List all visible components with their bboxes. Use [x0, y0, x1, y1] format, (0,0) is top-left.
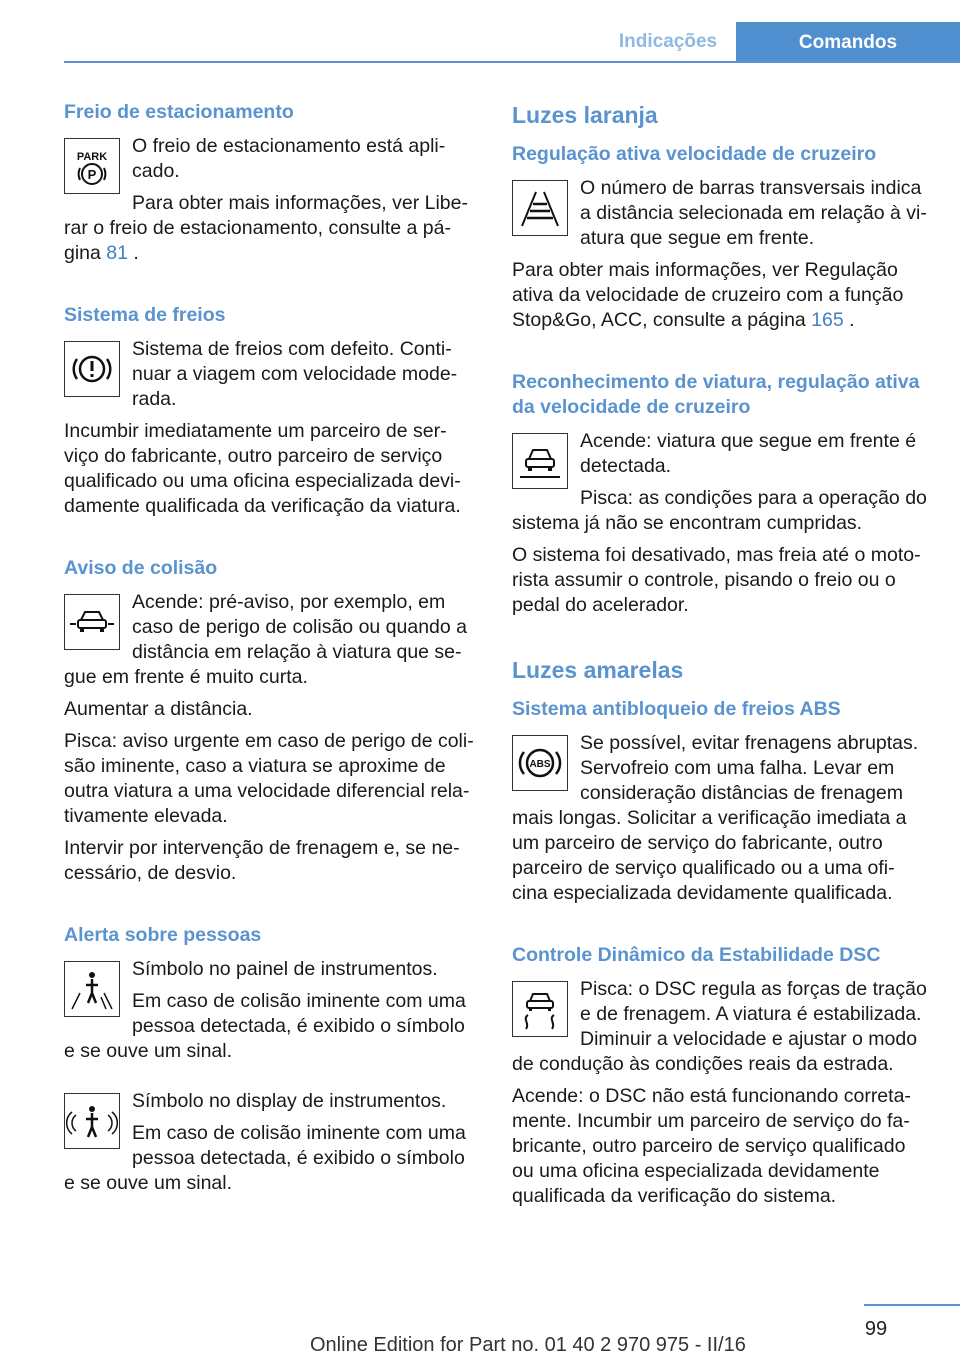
header-rule [64, 61, 960, 63]
text: Para obter mais informações, ver Regulação ativa da velocidade de cruzeiro com a função Stop&Go, ACC, consulte a página 165 . [512, 259, 904, 331]
dsc-icon [512, 981, 568, 1037]
park-label: PARK [76, 151, 108, 163]
parking-brake-icon [64, 138, 120, 194]
heading-regulacao-ativa: Regulação ativa velocidade de cruzeiro [512, 143, 877, 165]
heading-alerta-pessoas: Alerta sobre pessoas [64, 924, 262, 946]
text: Pisca: as condições para a operação do sistema já não se encontram cumpridas. [512, 487, 927, 534]
text: Símbolo no painel de instrumentos. [132, 958, 438, 980]
text: Incumbir imediatamente um parceiro de ser‐ viço do fabricante, outro parceiro de serviço qualificado ou uma oficina especializada devi‐ damente qualificada da verificação da viatura. [64, 420, 461, 517]
text: O sistema foi desativado, mas freia até o moto‐ rista assumir o controle, pisando o freio ou o pedal do acelerador. [512, 544, 921, 616]
text: Pisca: o DSC regula as forças de tração e de frenagem. A viatura é estabilizada. Diminuir a velocidade e ajustar o modo de condução às condições reais da estrada. [512, 978, 927, 1075]
text: Em caso de colisão iminente com uma pessoa detectada, é exibido o símbolo e se ouve um sinal. [64, 1122, 466, 1194]
text: O número de barras transversais indica a distância selecionada em relação à vi‐ atura que segue em frente. [580, 177, 927, 249]
pedestrian-warning-icon [64, 961, 120, 1017]
text: Acende: pré-aviso, por exemplo, em caso de perigo de colisão ou quando a distância em relação à viatura que se‐ gue em frente é muito curta. [64, 591, 468, 688]
text: Sistema de freios com defeito. Conti‐ nuar a viagem com velocidade mode‐ rada. [132, 338, 458, 410]
abs-label: ABS [529, 759, 551, 770]
park-p: P [87, 167, 97, 182]
collision-warning-icon [64, 594, 120, 650]
text: Pisca: aviso urgente em caso de perigo de coli‐ são iminente, caso a viatura se aproxime de outra viatura a uma velocidade diferencial rela‐ tivamente elevada. [64, 730, 474, 827]
abs-icon [512, 735, 568, 791]
page-link-81[interactable]: 81 [106, 242, 128, 264]
vehicle-detected-icon [512, 433, 568, 489]
page-link-165[interactable]: 165 [811, 309, 844, 331]
text: Acende: o DSC não está funcionando correta‐ mente. Incumbir um parceiro de serviço do fa‐ bricante, outro parceiro de serviço qualificado ou uma oficina especializada devidamente qualificada da verificação do sistema. [512, 1085, 911, 1207]
left-column [64, 100, 480, 1203]
text: Intervir por intervenção de frenagem e, se ne‐ cessário, de desvio. [64, 837, 460, 884]
edition-label: Online Edition for Part no. 01 40 2 970 975 - II/16 [310, 1334, 746, 1356]
tab-comandos[interactable]: Comandos [736, 22, 960, 63]
heading-sistema-freios: Sistema de freios [64, 304, 226, 326]
right-column [512, 100, 932, 1216]
text: Aumentar a distância. [64, 698, 253, 720]
heading-luzes-laranja: Luzes laranja [512, 102, 658, 128]
heading-dsc: Controle Dinâmico da Estabilidade DSC [512, 944, 881, 966]
heading-reconhecimento-viatura: Reconhecimento de viatura, regulação ativa da velocidade de cruzeiro [512, 371, 920, 418]
heading-luzes-amarelas: Luzes amarelas [512, 657, 684, 683]
heading-freio-estacionamento: Freio de estacionamento [64, 101, 294, 123]
text: Para obter mais informações, ver Libe‐ rar o freio de estacionamento, consulte a pá‐ gina 81 . [64, 192, 468, 264]
text: Em caso de colisão iminente com uma pessoa detectada, é exibido o símbolo e se ouve um sinal. [64, 990, 466, 1062]
text: O freio de estacionamento está apli‐ cado. [132, 135, 446, 182]
pedestrian-display-icon [64, 1093, 120, 1149]
heading-abs: Sistema antibloqueio de freios ABS [512, 698, 841, 720]
text: Se possível, evitar frenagens abruptas. Servofreio com uma falha. Levar em consideração distâncias de frenagem mais longas. Solicitar a verificação imediata a um parceiro de serviço do fabricante, outro parceiro de serviço qualificado ou a uma ofi‐ cina especializada devidamente qualificada. [512, 732, 919, 904]
tab-indicacoes[interactable]: Indicações [618, 30, 718, 52]
brake-warning-icon [64, 341, 120, 397]
page-number: 99 [864, 1318, 888, 1340]
cruise-distance-icon [512, 180, 568, 236]
footer-rule [864, 1304, 960, 1306]
heading-aviso-colisao: Aviso de colisão [64, 557, 218, 579]
text: Acende: viatura que segue em frente é detectada. [580, 430, 917, 477]
text: Símbolo no display de instrumentos. [132, 1090, 447, 1112]
